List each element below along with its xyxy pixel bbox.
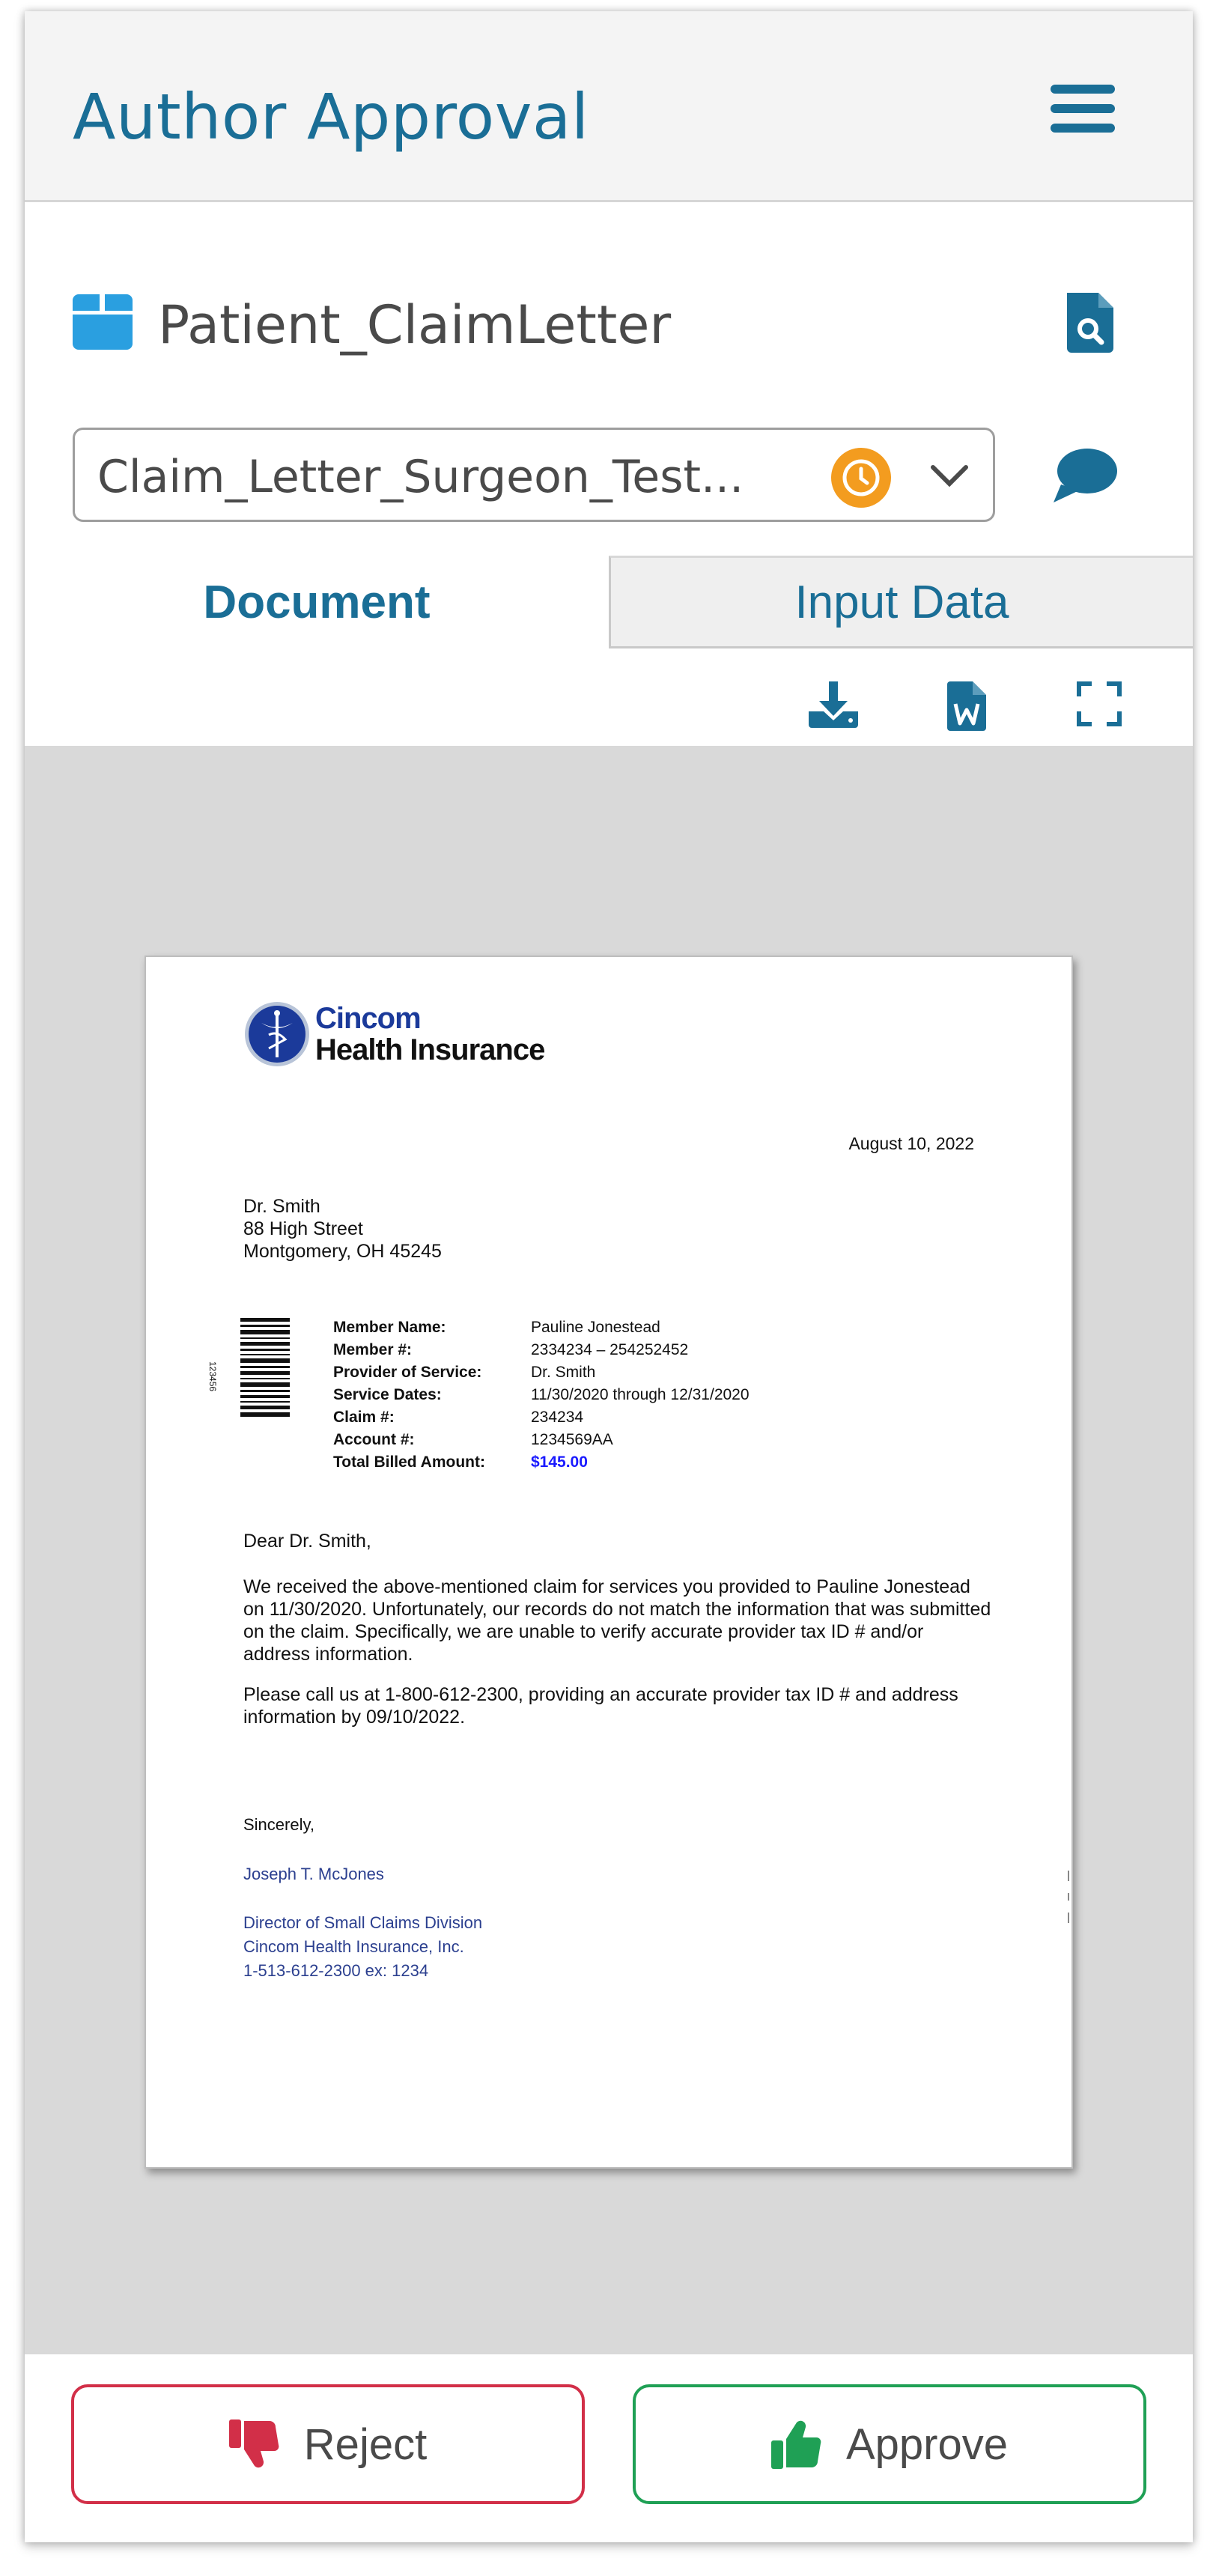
barcode bbox=[240, 1318, 290, 1417]
claim-label: Member Name: bbox=[333, 1319, 446, 1336]
reject-button[interactable] bbox=[71, 2384, 585, 2504]
thumbs-down-icon bbox=[229, 2419, 282, 2469]
company-logo bbox=[243, 1000, 543, 1075]
download-icon[interactable] bbox=[809, 681, 858, 728]
address-line: Montgomery, OH 45245 bbox=[243, 1241, 442, 1262]
reject-label: Reject bbox=[303, 2419, 428, 2469]
file-search-icon[interactable] bbox=[1064, 293, 1116, 353]
claim-label: Claim #: bbox=[333, 1409, 395, 1426]
clock-icon bbox=[831, 448, 891, 508]
claim-label: Total Billed Amount: bbox=[333, 1453, 485, 1471]
closing: Sincerely, bbox=[243, 1815, 314, 1834]
claim-label: Member #: bbox=[333, 1341, 413, 1358]
version-select-value: Claim_Letter_Surgeon_Test... bbox=[97, 451, 744, 503]
thumbs-up-icon bbox=[771, 2419, 824, 2469]
signer-name: Joseph T. McJones bbox=[243, 1865, 384, 1883]
claim-value: Dr. Smith bbox=[531, 1364, 596, 1381]
claim-label: Account #: bbox=[333, 1431, 415, 1448]
signer-details bbox=[243, 1911, 482, 1983]
tab-bar bbox=[25, 556, 1193, 648]
hamburger-menu-icon[interactable] bbox=[1051, 79, 1118, 139]
action-bar bbox=[25, 2354, 1193, 2542]
letter-paragraph: Please call us at 1-800-612-2300, providing an accurate provider tax ID # and address information by 09/10/2022. bbox=[243, 1684, 958, 1728]
word-file-icon[interactable] bbox=[947, 681, 986, 731]
logo-line1: Cincom bbox=[315, 1002, 421, 1035]
claim-value: Pauline Jonestead bbox=[531, 1319, 660, 1336]
package-icon bbox=[71, 288, 134, 351]
approve-button[interactable] bbox=[633, 2384, 1146, 2504]
signer-title: Director of Small Claims Division bbox=[243, 1913, 483, 1932]
caduceus-logo-icon bbox=[243, 1000, 311, 1068]
comment-icon[interactable] bbox=[1052, 444, 1119, 507]
app-frame bbox=[25, 11, 1193, 2542]
document-viewer[interactable] bbox=[25, 746, 1193, 2354]
version-select[interactable] bbox=[73, 428, 995, 522]
salutation: Dear Dr. Smith, bbox=[243, 1531, 371, 1552]
address-line: Dr. Smith bbox=[243, 1196, 320, 1217]
tab-document[interactable]: Document bbox=[25, 556, 609, 648]
approve-label: Approve bbox=[845, 2419, 1009, 2469]
claim-label: Provider of Service: bbox=[333, 1364, 482, 1381]
claim-value: 1234569AA bbox=[531, 1431, 613, 1448]
page-edge-mark bbox=[1067, 1871, 1070, 1931]
page-title: Author Approval bbox=[73, 80, 589, 154]
barcode-number: 123456 bbox=[207, 1361, 218, 1392]
claim-value: 11/30/2020 through 12/31/2020 bbox=[531, 1386, 750, 1403]
company-phone: 1-513-612-2300 ex: 1234 bbox=[243, 1961, 429, 1980]
claim-value: 2334234 – 254252452 bbox=[531, 1341, 689, 1358]
app-header bbox=[25, 11, 1193, 202]
logo-line2: Health Insurance bbox=[315, 1033, 545, 1066]
chevron-down-icon bbox=[928, 460, 970, 493]
document-toolbar bbox=[25, 648, 1193, 746]
tab-input-data[interactable]: Input Data bbox=[609, 556, 1193, 648]
fullscreen-icon[interactable] bbox=[1077, 681, 1122, 726]
company-name: Cincom Health Insurance, Inc. bbox=[243, 1937, 464, 1956]
template-name: Patient_ClaimLetter bbox=[158, 294, 672, 356]
recipient-address bbox=[243, 1195, 442, 1263]
claim-label: Service Dates: bbox=[333, 1386, 442, 1403]
claim-value: 234234 bbox=[531, 1409, 584, 1426]
letter-date: August 10, 2022 bbox=[848, 1134, 974, 1153]
letter-paragraph: We received the above-mentioned claim for services you provided to Pauline Jonestead on 11/30/2020. Unfortunately, our records do not match the information that was submitted on the claim. Specifically, we are unable to verify accurate provider tax ID # and/or address information. bbox=[243, 1576, 991, 1665]
document-page bbox=[145, 956, 1073, 2169]
address-line: 88 High Street bbox=[243, 1218, 363, 1239]
total-billed-amount: $145.00 bbox=[531, 1453, 588, 1471]
